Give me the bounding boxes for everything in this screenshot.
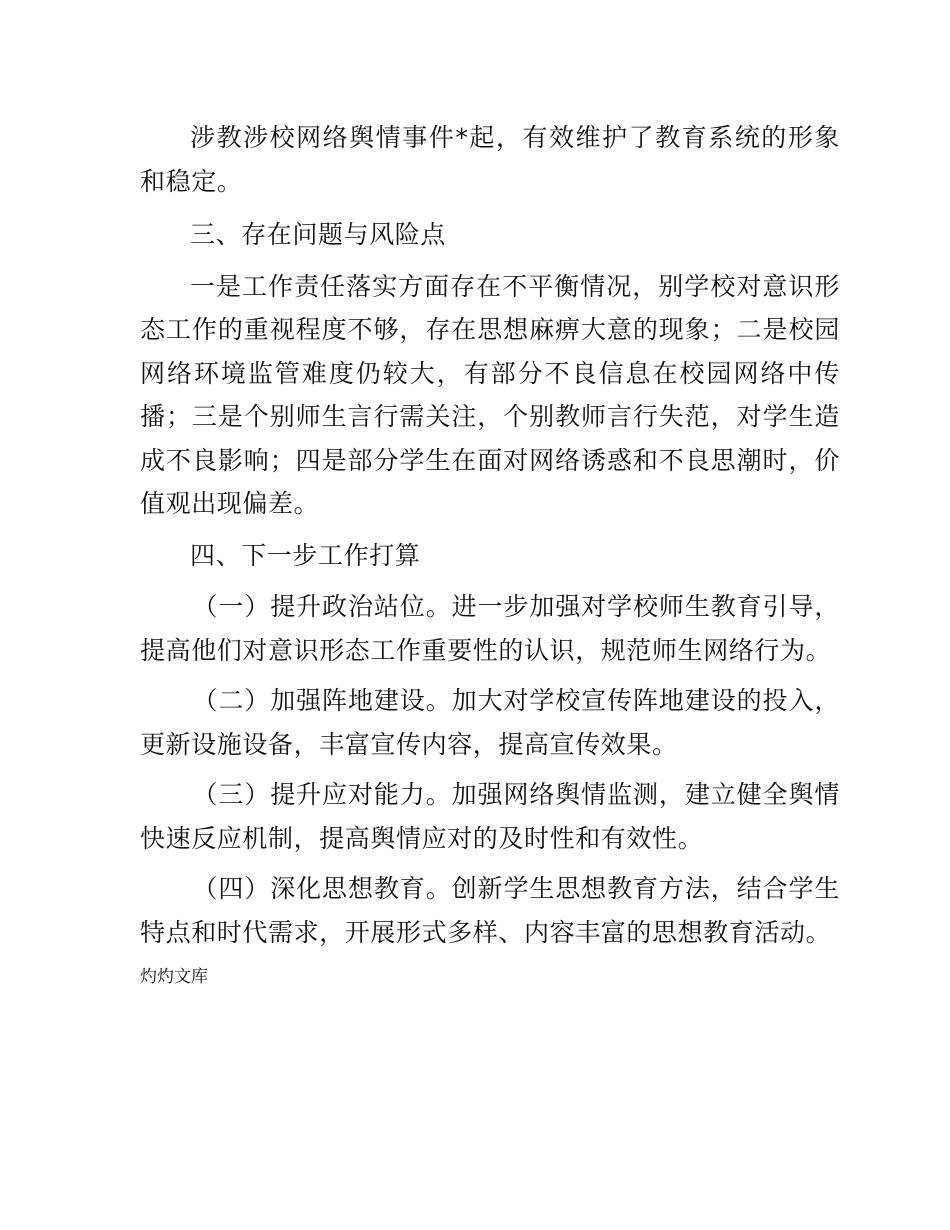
section-3-paragraph: 一是工作责任落实方面存在不平衡情况，别学校对意识形态工作的重视程度不够，存在思想麻痹大意的现象；二是校园网络环境监管难度仍较大，有部分不良信息在校园网络中传播；三是个别师生言行需关注，个别教师言行失范，对学生造成不良影响；四是部分学生在面对网络诱惑和不良思潮时，价值观出现偏差。 — [140, 271, 840, 518]
section-4-heading: 四、下一步工作打算 — [190, 540, 421, 570]
section-3-heading: 三、存在问题与风险点 — [190, 220, 447, 249]
plan-item-3: （三）提升应对能力。加强网络舆情监测，建立健全舆情快速反应机制，提高舆情应对的及时性和有效性。 — [140, 780, 840, 853]
continuation-paragraph: 涉教涉校网络舆情事件*起，有效维护了教育系统的形象和稳定。 — [140, 123, 840, 196]
document-body — [140, 116, 840, 961]
footer-watermark: 灼灼文库 — [140, 967, 208, 987]
plan-item-4: （四）深化思想教育。创新学生思想教育方法，结合学生特点和时代需求，开展形式多样、内容丰富的思想教育活动。 — [140, 874, 840, 947]
plan-item-1: （一）提升政治站位。进一步加强对学校师生教育引导，提高他们对意识形态工作重要性的认识，规范师生网络行为。 — [140, 592, 840, 665]
plan-item-2: （二）加强阵地建设。加大对学校宣传阵地建设的投入，更新设施设备，丰富宣传内容，提高宣传效果。 — [140, 686, 840, 759]
